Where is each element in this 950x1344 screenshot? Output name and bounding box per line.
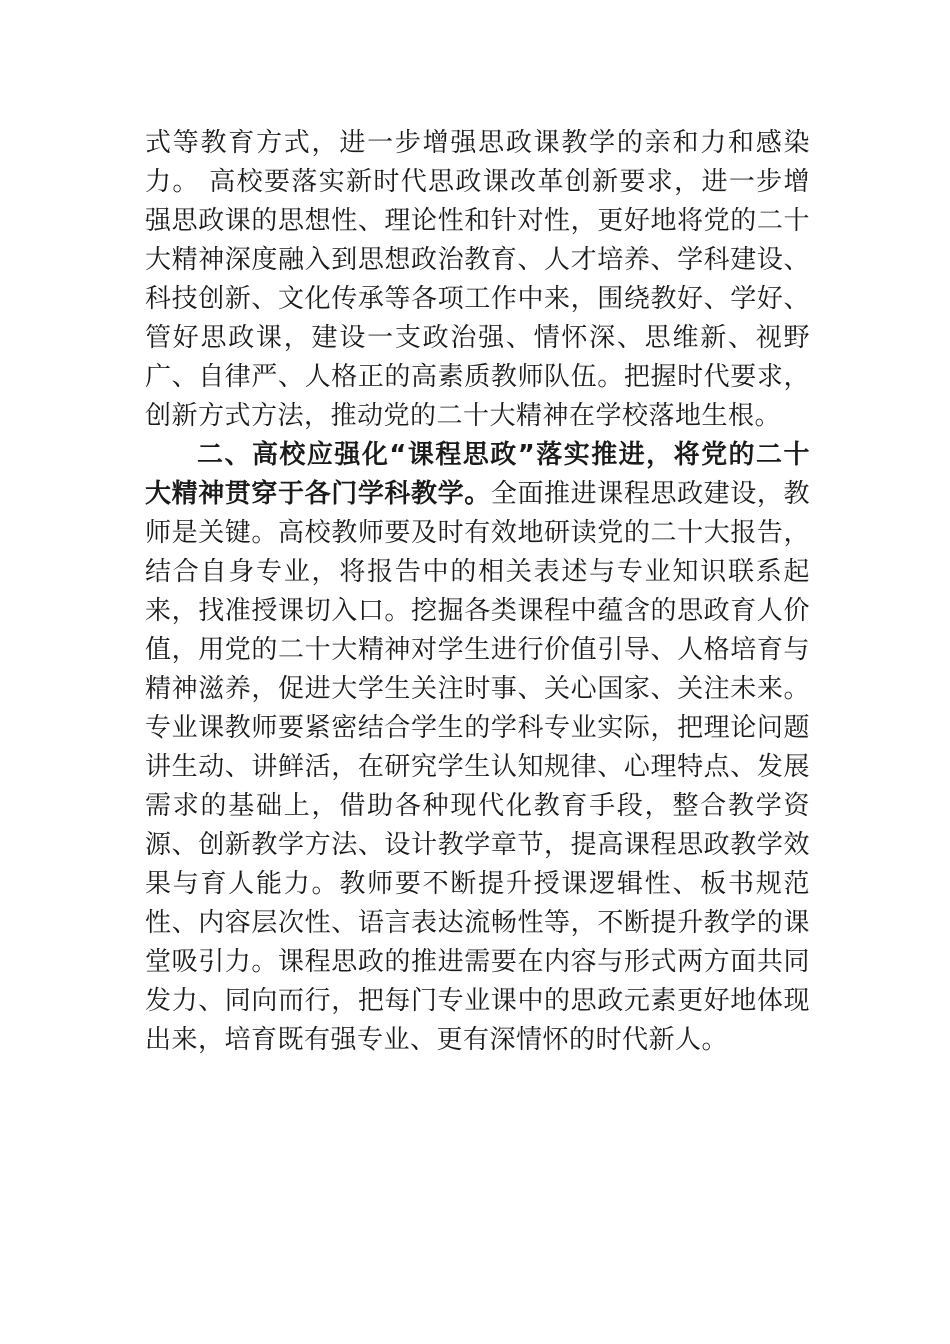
paragraph-section-two	[145, 436, 810, 1060]
paragraph-continued: 式等教育方式，进一步增强思政课教学的亲和力和感染力。 高校要落实新时代思政课改革创新要求，进一步增强思政课的思想性、理论性和针对性，更好地将党的二十大精神深度融入到思想政治教育、人才培养、学科建设、科技创新、文化传承等各项工作中来，围绕教好、学好、管好思政课，建设一支政治强、情怀深、思维新、视野广、自律严、人格正的高素质教师队伍。把握时代要求，创新方式方法，推动党的二十大精神在学校落地生根。	[145, 128, 810, 431]
document-body	[145, 124, 810, 1060]
section-heading: 二、高校应强化“课程思政”落实推进，将党的二十大精神贯穿于各门学科教学。	[145, 440, 810, 509]
section-body-text: 全面推进课程思政建设，教师是关键。高校教师要及时有效地研读党的二十大报告，结合自身专业，将报告中的相关表述与专业知识联系起来，找准授课切入口。挖掘各类课程中蕴含的思政育人价值，用党的二十大精神对学生进行价值引导、人格培育与精神滋养，促进大学生关注时事、关心国家、关注未来。专业课教师要紧密结合学生的学科专业实际，把理论问题讲生动、讲鲜活，在研究学生认知规律、心理特点、发展需求的基础上，借助各种现代化教育手段，整合教学资源、创新教学方法、设计教学章节，提高课程思政教学效果与育人能力。教师要不断提升授课逻辑性、板书规范性、内容层次性、语言表达流畅性等，不断提升教学的课堂吸引力。课程思政的推进需要在内容与形式两方面共同发力、同向而行，把每门专业课中的思政元素更好地体现出来，培育既有强专业、更有深情怀的时代新人。	[145, 479, 810, 1055]
